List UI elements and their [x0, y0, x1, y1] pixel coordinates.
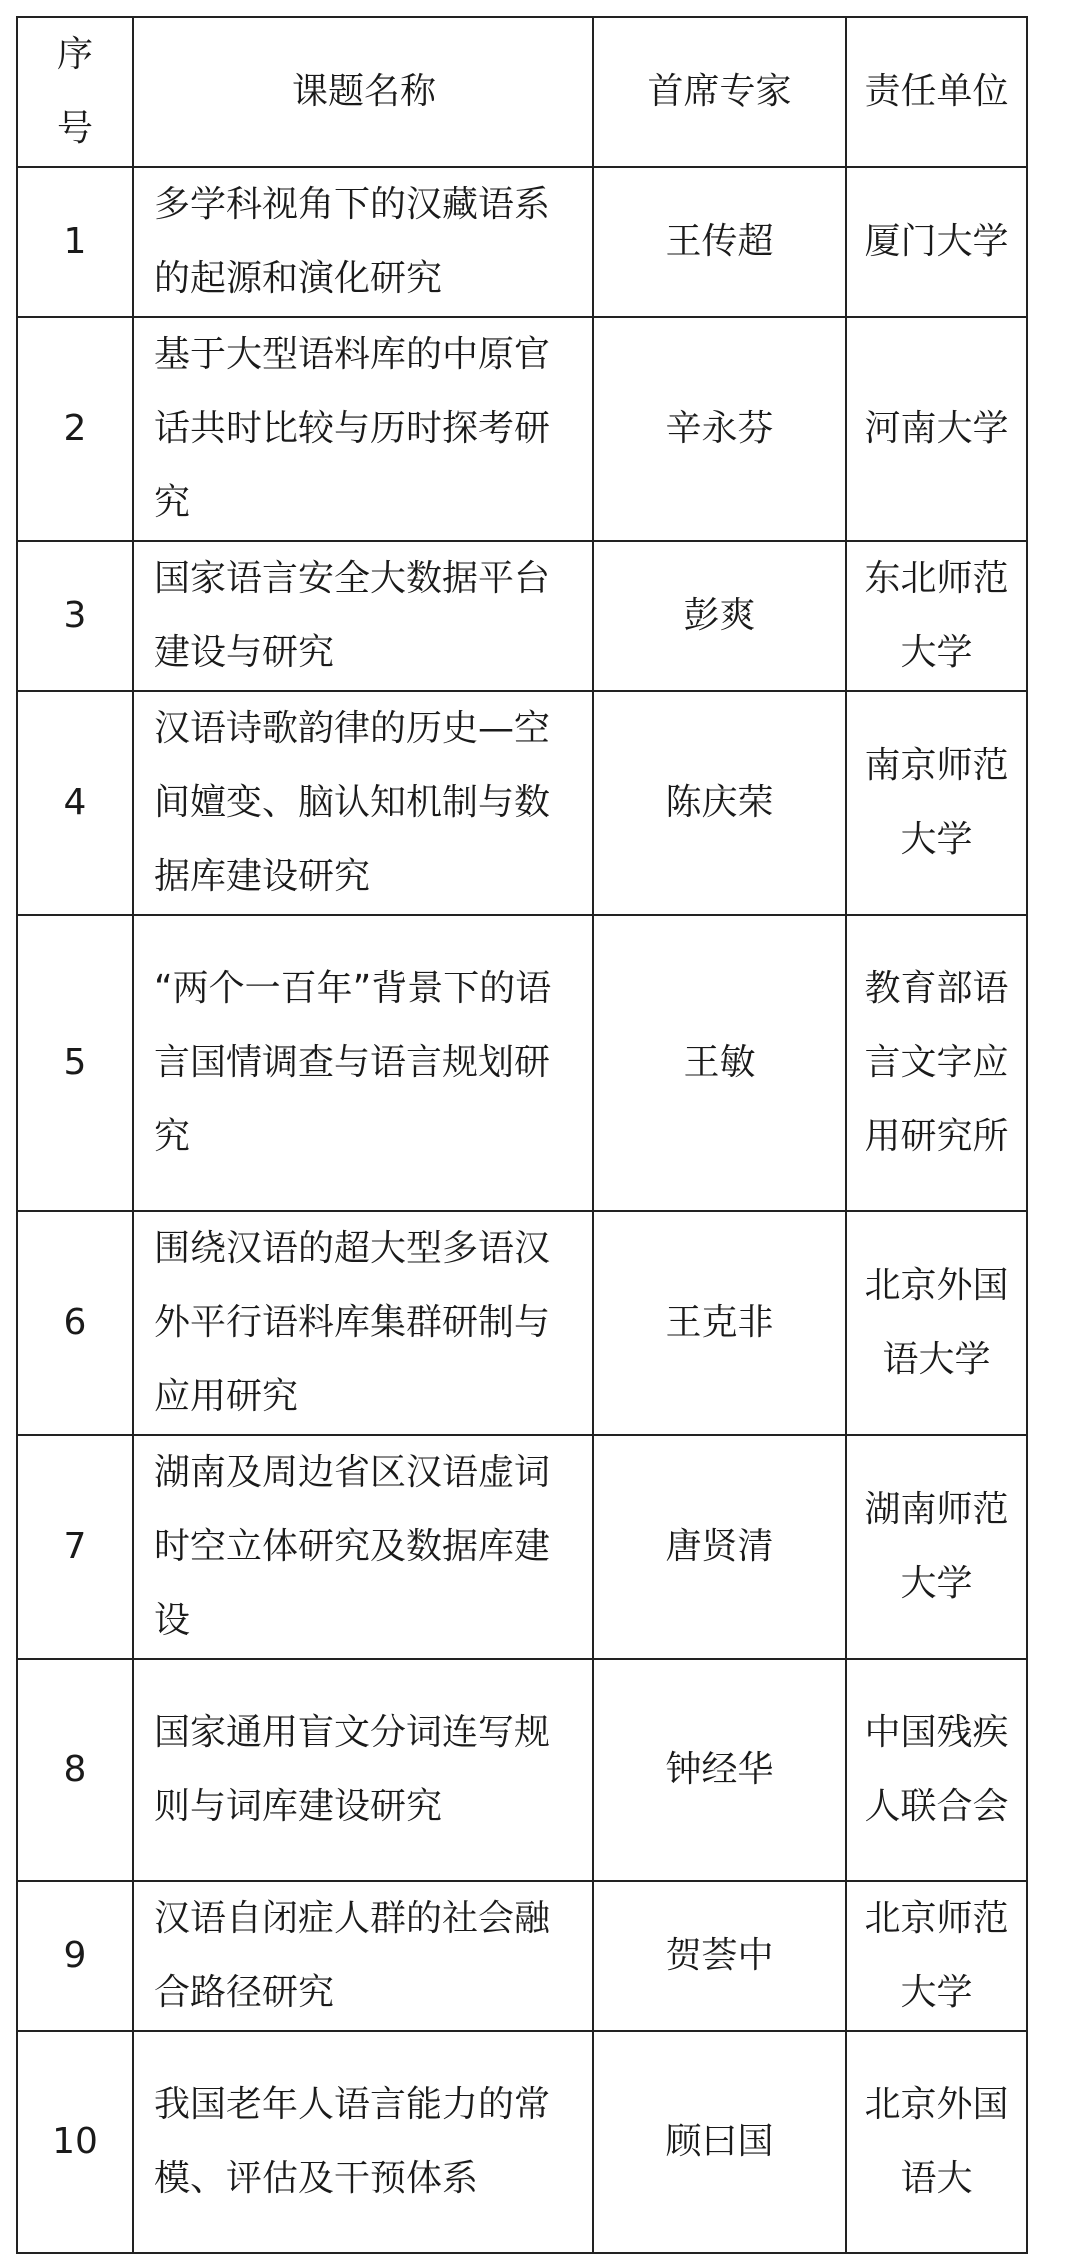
projects-table: [16, 16, 1028, 2254]
header-index: 序号: [17, 17, 133, 167]
table-row: [17, 691, 1027, 915]
row-unit: 教育部语言文字应用研究所: [846, 915, 1027, 1211]
row-unit: 中国残疾人联合会: [846, 1659, 1027, 1881]
table-row: [17, 541, 1027, 691]
row-expert: 王传超: [593, 167, 846, 317]
row-expert: 顾曰国: [593, 2031, 846, 2253]
table-row: [17, 915, 1027, 1211]
row-title: 汉语自闭症人群的社会融合路径研究: [133, 1881, 593, 2031]
header-unit: 责任单位: [846, 17, 1027, 167]
header-expert: 首席专家: [593, 17, 846, 167]
row-expert: 陈庆荣: [593, 691, 846, 915]
row-unit: 湖南师范大学: [846, 1435, 1027, 1659]
row-expert: 王敏: [593, 915, 846, 1211]
row-index: 5: [17, 915, 133, 1211]
row-index: 4: [17, 691, 133, 915]
table-row: [17, 1881, 1027, 2031]
row-index: 6: [17, 1211, 133, 1435]
row-index: 3: [17, 541, 133, 691]
table-row: [17, 1211, 1027, 1435]
row-expert: 辛永芬: [593, 317, 846, 541]
row-title: “两个一百年”背景下的语言国情调查与语言规划研究: [133, 915, 593, 1211]
row-title: 围绕汉语的超大型多语汉外平行语料库集群研制与应用研究: [133, 1211, 593, 1435]
row-expert: 贺荟中: [593, 1881, 846, 2031]
row-index: 10: [17, 2031, 133, 2253]
table-row: [17, 1659, 1027, 1881]
table-row: [17, 317, 1027, 541]
row-index: 7: [17, 1435, 133, 1659]
row-unit: 东北师范大学: [846, 541, 1027, 691]
row-unit: 北京师范大学: [846, 1881, 1027, 2031]
row-title: 汉语诗歌韵律的历史—空间嬗变、脑认知机制与数据库建设研究: [133, 691, 593, 915]
row-unit: 南京师范大学: [846, 691, 1027, 915]
row-unit: 北京外国语大: [846, 2031, 1027, 2253]
row-index: 9: [17, 1881, 133, 2031]
row-expert: 钟经华: [593, 1659, 846, 1881]
table-row: [17, 167, 1027, 317]
row-expert: 唐贤清: [593, 1435, 846, 1659]
row-expert: 彭爽: [593, 541, 846, 691]
row-expert: 王克非: [593, 1211, 846, 1435]
row-title: 湖南及周边省区汉语虚词时空立体研究及数据库建设: [133, 1435, 593, 1659]
row-title: 国家语言安全大数据平台建设与研究: [133, 541, 593, 691]
row-title: 基于大型语料库的中原官话共时比较与历时探考研究: [133, 317, 593, 541]
row-title: 我国老年人语言能力的常模、评估及干预体系: [133, 2031, 593, 2253]
row-index: 1: [17, 167, 133, 317]
header-row: [17, 17, 1027, 167]
row-unit: 河南大学: [846, 317, 1027, 541]
row-title: 国家通用盲文分词连写规则与词库建设研究: [133, 1659, 593, 1881]
table-row: [17, 1435, 1027, 1659]
header-title: 课题名称: [133, 17, 593, 167]
row-title: 多学科视角下的汉藏语系的起源和演化研究: [133, 167, 593, 317]
row-index: 2: [17, 317, 133, 541]
row-unit: 北京外国语大学: [846, 1211, 1027, 1435]
row-unit: 厦门大学: [846, 167, 1027, 317]
row-index: 8: [17, 1659, 133, 1881]
table-row: [17, 2031, 1027, 2253]
